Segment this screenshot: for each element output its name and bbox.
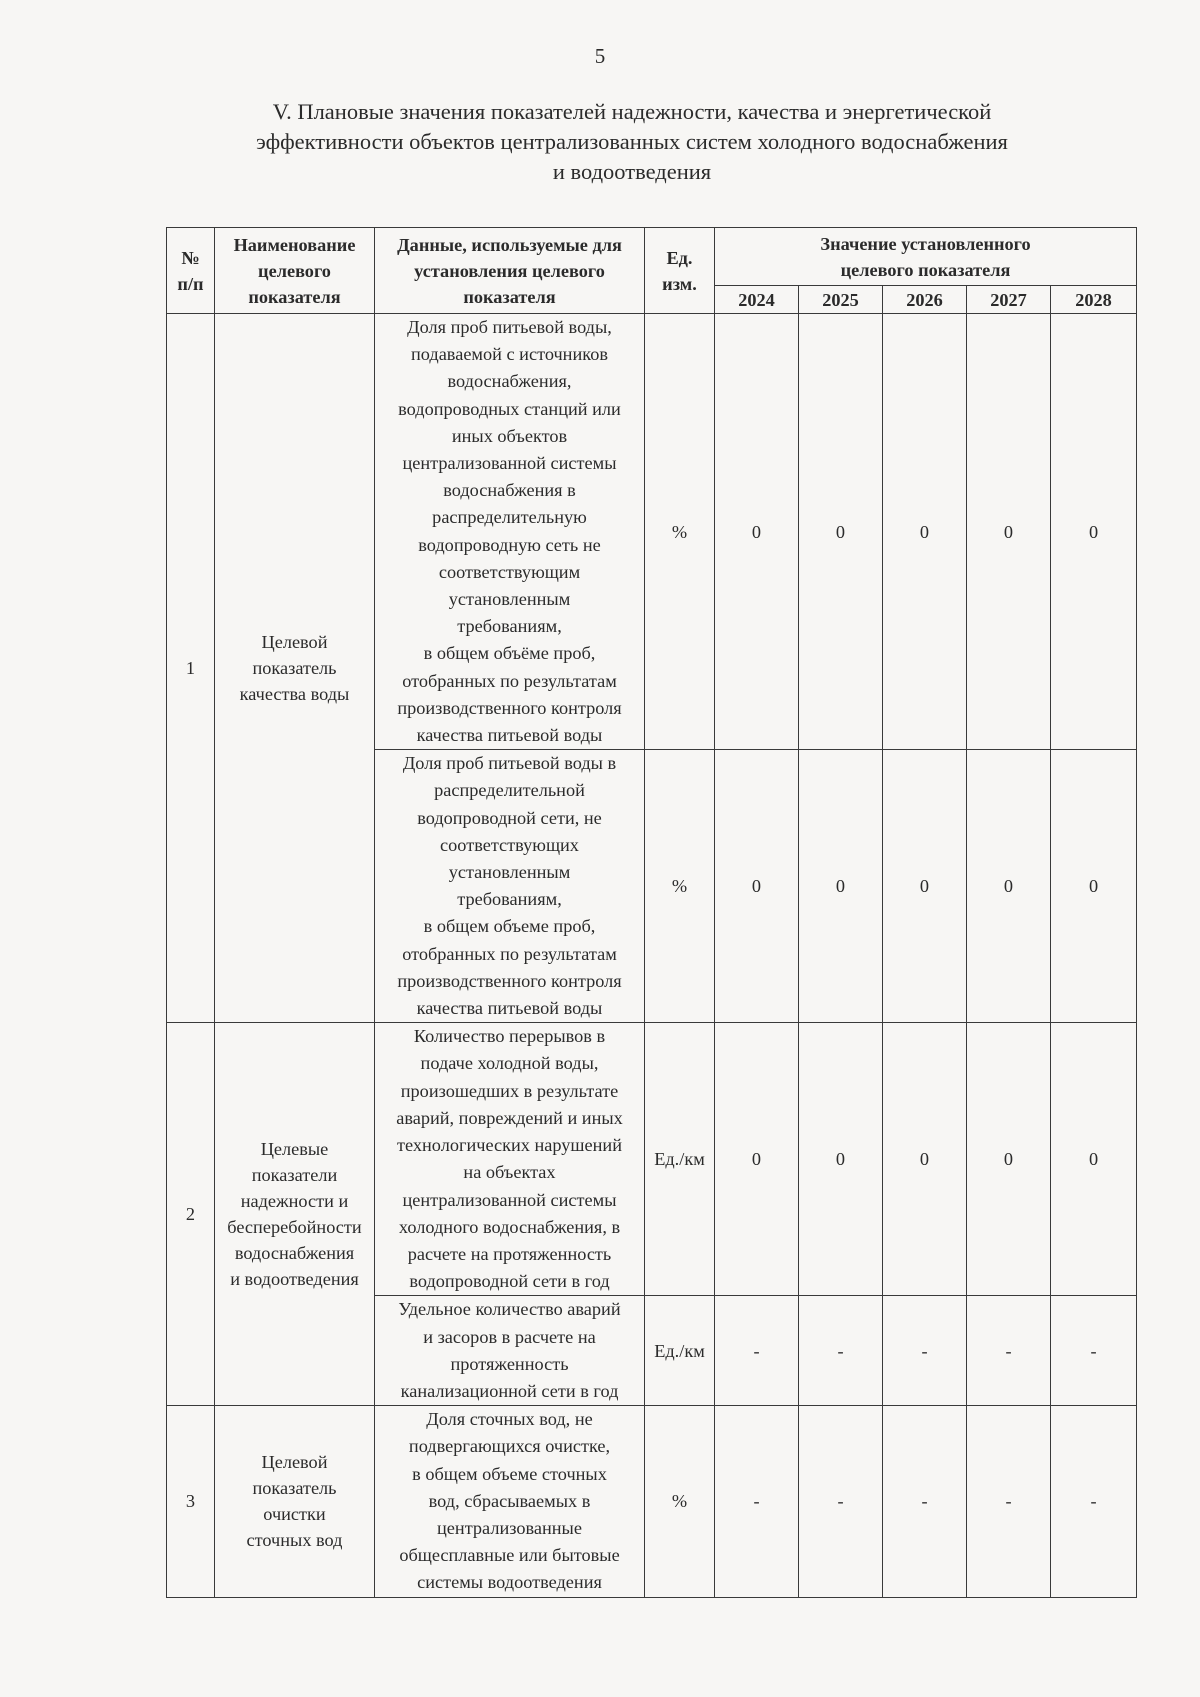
indicator-data-line: на объектах: [463, 1162, 556, 1183]
value-cell: -: [799, 1406, 883, 1597]
indicator-data-line: водопроводных станций или: [398, 398, 621, 419]
indicator-data: [375, 314, 645, 750]
header-year: 2024: [715, 286, 799, 314]
indicator-data-line: распределительной: [434, 780, 585, 801]
value-cell: 0: [967, 750, 1051, 1023]
indicator-data-line: подвергающихся очистке,: [408, 1436, 611, 1457]
indicator-data-line: в общем объёме проб,: [423, 643, 596, 664]
title-line: V. Плановые значения показателей надежности, качества и энергетической: [272, 99, 992, 124]
header-unit: Ед. изм.: [645, 228, 715, 314]
table-row: [167, 1023, 1137, 1296]
indicator-data: [375, 1406, 645, 1597]
indicator-data-line: расчете на протяженность: [407, 1243, 612, 1264]
indicator-data-line: в общем объеме проб,: [423, 916, 596, 937]
value-cell: -: [1051, 1296, 1137, 1406]
indicator-data-line: холодного водоснабжения, в: [398, 1216, 621, 1237]
value-cell: 0: [715, 750, 799, 1023]
unit-cell: %: [645, 750, 715, 1023]
row-number: 2: [167, 1023, 215, 1406]
indicator-data-line: подаваемой с источников: [411, 344, 608, 365]
indicator-data-line: установленным: [448, 589, 571, 610]
indicator-data-line: производственного контроля: [397, 697, 622, 718]
value-cell: 0: [967, 314, 1051, 750]
indicator-name-line: Целевой: [261, 1452, 328, 1473]
indicator-data-line: централизованной системы: [402, 1189, 617, 1210]
indicator-data-line: протяженность: [450, 1353, 569, 1374]
table-row: [167, 1406, 1137, 1597]
header-year: 2026: [883, 286, 967, 314]
row-number: 1: [167, 314, 215, 1023]
indicator-data-line: Удельное количество аварий: [398, 1299, 621, 1320]
indicator-data-line: качества питьевой воды: [416, 725, 603, 746]
indicator-data-line: требованиям,: [457, 889, 562, 910]
indicator-data-line: распределительную: [432, 507, 587, 528]
header-year: 2027: [967, 286, 1051, 314]
value-cell: 0: [715, 1023, 799, 1296]
indicator-data-line: установленным: [448, 862, 571, 883]
indicator-data-line: водопроводную сеть не: [418, 534, 601, 555]
indicator-data-line: водоснабжения,: [447, 371, 572, 392]
indicator-data-line: Доля проб питьевой воды,: [407, 317, 612, 337]
indicator-data-line: аварий, повреждений и иных: [396, 1107, 623, 1128]
unit-cell: Ед./км: [645, 1023, 715, 1296]
indicator-name-line: показатель: [252, 658, 337, 679]
indicator-data-line: производственного контроля: [397, 970, 622, 991]
indicator-data-line: системы водоотведения: [417, 1572, 602, 1593]
indicator-data-line: качества питьевой воды: [416, 998, 603, 1019]
indicator-name: [215, 1406, 375, 1597]
value-cell: -: [1051, 1406, 1137, 1597]
value-cell: 0: [1051, 314, 1137, 750]
indicator-data-line: иных объектов: [451, 425, 568, 446]
indicator-name-line: показатели: [251, 1165, 338, 1186]
indicator-data-line: соответствующим: [438, 561, 581, 582]
indicator-data-line: Доля сточных вод, не: [426, 1409, 593, 1430]
table-body: [167, 314, 1137, 1598]
indicator-name-line: качества воды: [239, 684, 350, 705]
indicators-table: [166, 227, 1137, 1598]
value-cell: -: [883, 1406, 967, 1597]
header-year: 2025: [799, 286, 883, 314]
indicator-name-line: сточных вод: [246, 1530, 343, 1551]
value-cell: -: [715, 1406, 799, 1597]
header-year: 2028: [1051, 286, 1137, 314]
indicator-name-line: очистки: [263, 1504, 326, 1525]
indicator-data-line: канализационной сети в год: [400, 1380, 619, 1401]
header-data: Данные, используемые для установления целевого показателя: [375, 228, 645, 314]
value-cell: 0: [883, 1023, 967, 1296]
indicator-data-line: водопроводной сети в год: [409, 1271, 610, 1292]
indicator-name-line: водоснабжения: [234, 1243, 355, 1264]
page-number: 5: [594, 44, 606, 68]
indicator-data-line: централизованные: [437, 1517, 582, 1538]
indicator-data-line: централизованной системы: [402, 453, 617, 474]
indicator-data: [375, 750, 645, 1023]
value-cell: 0: [967, 1023, 1051, 1296]
value-cell: 0: [1051, 1023, 1137, 1296]
indicator-data-line: общесплавные или бытовые: [399, 1545, 620, 1566]
header-name: Наименование целевого показателя: [215, 228, 375, 314]
table-row: [167, 314, 1137, 750]
value-cell: 0: [799, 1023, 883, 1296]
indicator-name-line: Целевые: [260, 1139, 329, 1160]
value-cell: -: [883, 1296, 967, 1406]
header-value-group: Значение установленного целевого показателя: [715, 228, 1137, 286]
indicator-name-line: и водоотведения: [230, 1269, 359, 1290]
indicator-data: [375, 1023, 645, 1296]
indicator-data-line: произошедших в результате: [400, 1080, 619, 1101]
header-num: № п/п: [167, 228, 215, 314]
indicator-name-line: показатель: [252, 1478, 337, 1499]
unit-cell: %: [645, 314, 715, 750]
value-cell: 0: [1051, 750, 1137, 1023]
indicator-data-line: отобранных по результатам: [402, 670, 617, 691]
indicator-data-line: в общем объеме сточных: [412, 1463, 607, 1484]
unit-cell: Ед./км: [645, 1296, 715, 1406]
indicator-name: [215, 314, 375, 1023]
value-cell: -: [715, 1296, 799, 1406]
indicator-data-line: отобранных по результатам: [402, 943, 617, 964]
indicator-data-line: Доля проб питьевой воды в: [402, 753, 617, 774]
indicator-data: [375, 1296, 645, 1406]
value-cell: 0: [883, 314, 967, 750]
value-cell: 0: [799, 750, 883, 1023]
page-title: [170, 97, 1094, 187]
indicator-data-line: требованиям,: [457, 616, 562, 637]
value-cell: 0: [883, 750, 967, 1023]
indicator-data-line: водоснабжения в: [443, 480, 576, 501]
indicator-name-line: бесперебойности: [227, 1217, 362, 1238]
value-cell: 0: [715, 314, 799, 750]
indicator-data-line: подаче холодной воды,: [420, 1053, 599, 1074]
indicator-data-line: технологических нарушений: [397, 1135, 622, 1156]
unit-cell: %: [645, 1406, 715, 1597]
value-cell: 0: [799, 314, 883, 750]
title-line: эффективности объектов централизованных систем холодного водоснабжения: [256, 129, 1008, 154]
indicator-data-line: водопроводной сети, не: [417, 807, 602, 828]
indicator-name: [215, 1023, 375, 1406]
indicator-name-line: Целевой: [261, 632, 328, 653]
title-line: и водоотведения: [552, 159, 712, 184]
value-cell: -: [799, 1296, 883, 1406]
indicator-data-line: и засоров в расчете на: [423, 1326, 596, 1347]
row-number: 3: [167, 1406, 215, 1597]
indicator-name-line: надежности и: [240, 1191, 349, 1212]
indicator-data-line: Количество перерывов в: [413, 1026, 606, 1047]
value-cell: -: [967, 1406, 1051, 1597]
value-cell: -: [967, 1296, 1051, 1406]
indicator-data-line: соответствующих: [440, 834, 579, 855]
indicator-data-line: вод, сбрасываемых в: [428, 1490, 591, 1511]
